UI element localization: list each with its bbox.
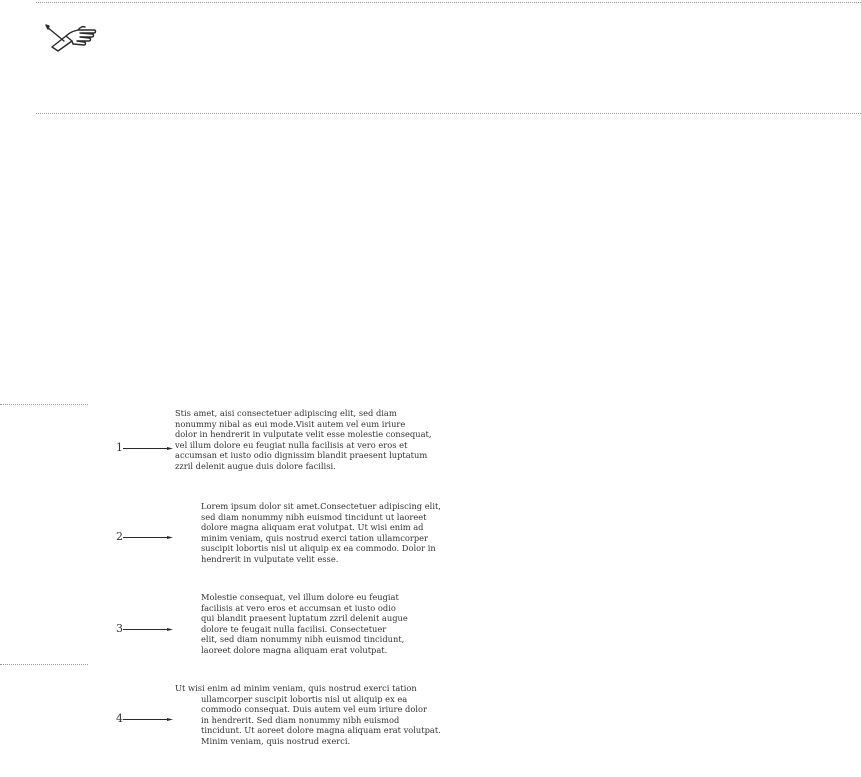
text-line: sed diam nonummy nibh euismod tincidunt ut laoreet bbox=[201, 511, 427, 522]
arrow-right-icon bbox=[123, 447, 173, 450]
text-line: nonummy nibal as eui mode.Visit autem vel eum iriure bbox=[175, 418, 406, 429]
text-line: vel illum dolore eu feugiat nulla facilisis at vero eros et bbox=[175, 439, 408, 450]
paragraph-3 bbox=[201, 592, 408, 655]
text-line: Ut wisi enim ad minim veniam, quis nostrud exerci tation bbox=[175, 683, 417, 693]
top-dotted-rule bbox=[36, 2, 861, 3]
callout-marker-2 bbox=[116, 530, 176, 544]
paragraph-4 bbox=[175, 683, 441, 746]
text-line: ullamcorper suscipit lobortis nisl ut aliquip ex ea bbox=[201, 693, 408, 704]
text-line: dolor in hendrerit in vulputate velit esse molestie consequat, bbox=[175, 429, 432, 439]
text-line: qui blandit praesent luptatum zzril delenit augue bbox=[201, 613, 408, 623]
text-line: zzril delenit augue duis dolore facilisi. bbox=[175, 460, 336, 471]
text-line: in hendrerit. Sed diam nonummy nibh euismod bbox=[201, 714, 400, 725]
text-line: Lorem ipsum dolor sit amet.Consectetuer adipiscing elit, bbox=[201, 501, 441, 511]
arrow-right-icon bbox=[123, 536, 173, 539]
paragraph-1 bbox=[175, 408, 432, 471]
text-line: tincidunt. Ut aoreet dolore magna aliquam erat volutpat. bbox=[201, 725, 441, 735]
margin-rule-lower bbox=[0, 664, 88, 665]
callout-number: 4 bbox=[116, 712, 123, 725]
text-line: laoreet dolore magna aliquam erat volutpat. bbox=[201, 644, 388, 655]
margin-rule-upper bbox=[0, 404, 88, 405]
text-line: Minim veniam, quis nostrud exerci. bbox=[201, 735, 351, 746]
callout-marker-1 bbox=[116, 441, 176, 455]
text-line: dolore te feugait nulla facilisi. Consectetuer bbox=[201, 623, 387, 634]
callout-marker-4 bbox=[116, 712, 176, 726]
text-line: suscipit lobortis nisl ut aliquip ex ea commodo. Dolor in bbox=[201, 543, 436, 553]
text-line: Molestie consequat, vel illum dolore eu feugiat bbox=[201, 592, 399, 602]
arrow-right-icon bbox=[123, 718, 173, 721]
paragraph-2 bbox=[201, 501, 441, 564]
text-line: Stis amet, aisi consectetuer adipiscing elit, sed diam bbox=[175, 408, 397, 418]
callout-number: 3 bbox=[116, 622, 123, 635]
writing-hand-icon bbox=[44, 23, 100, 53]
text-line: facilisis at vero eros et accumsan et iusto odio bbox=[201, 602, 396, 613]
text-line: elit, sed diam nonummy nibh euismod tincidunt, bbox=[201, 634, 405, 644]
callout-number: 1 bbox=[116, 441, 123, 454]
callout-number: 2 bbox=[116, 530, 123, 543]
note-divider-rule bbox=[36, 113, 861, 114]
arrow-right-icon bbox=[123, 628, 173, 631]
text-line: dolore magna aliquam erat volutpat. Ut wisi enim ad bbox=[201, 522, 424, 532]
text-line: hendrerit in vulputate velit esse. bbox=[201, 553, 339, 564]
text-line: accumsan et iusto odio dignissim blandit praesent luptatum bbox=[175, 450, 428, 460]
text-line: minim veniam, quis nostrud exerci tation ullamcorper bbox=[201, 532, 429, 543]
text-line: commodo consequat. Duis autem vel eum iriure dolor bbox=[201, 704, 427, 714]
callout-marker-3 bbox=[116, 622, 176, 636]
